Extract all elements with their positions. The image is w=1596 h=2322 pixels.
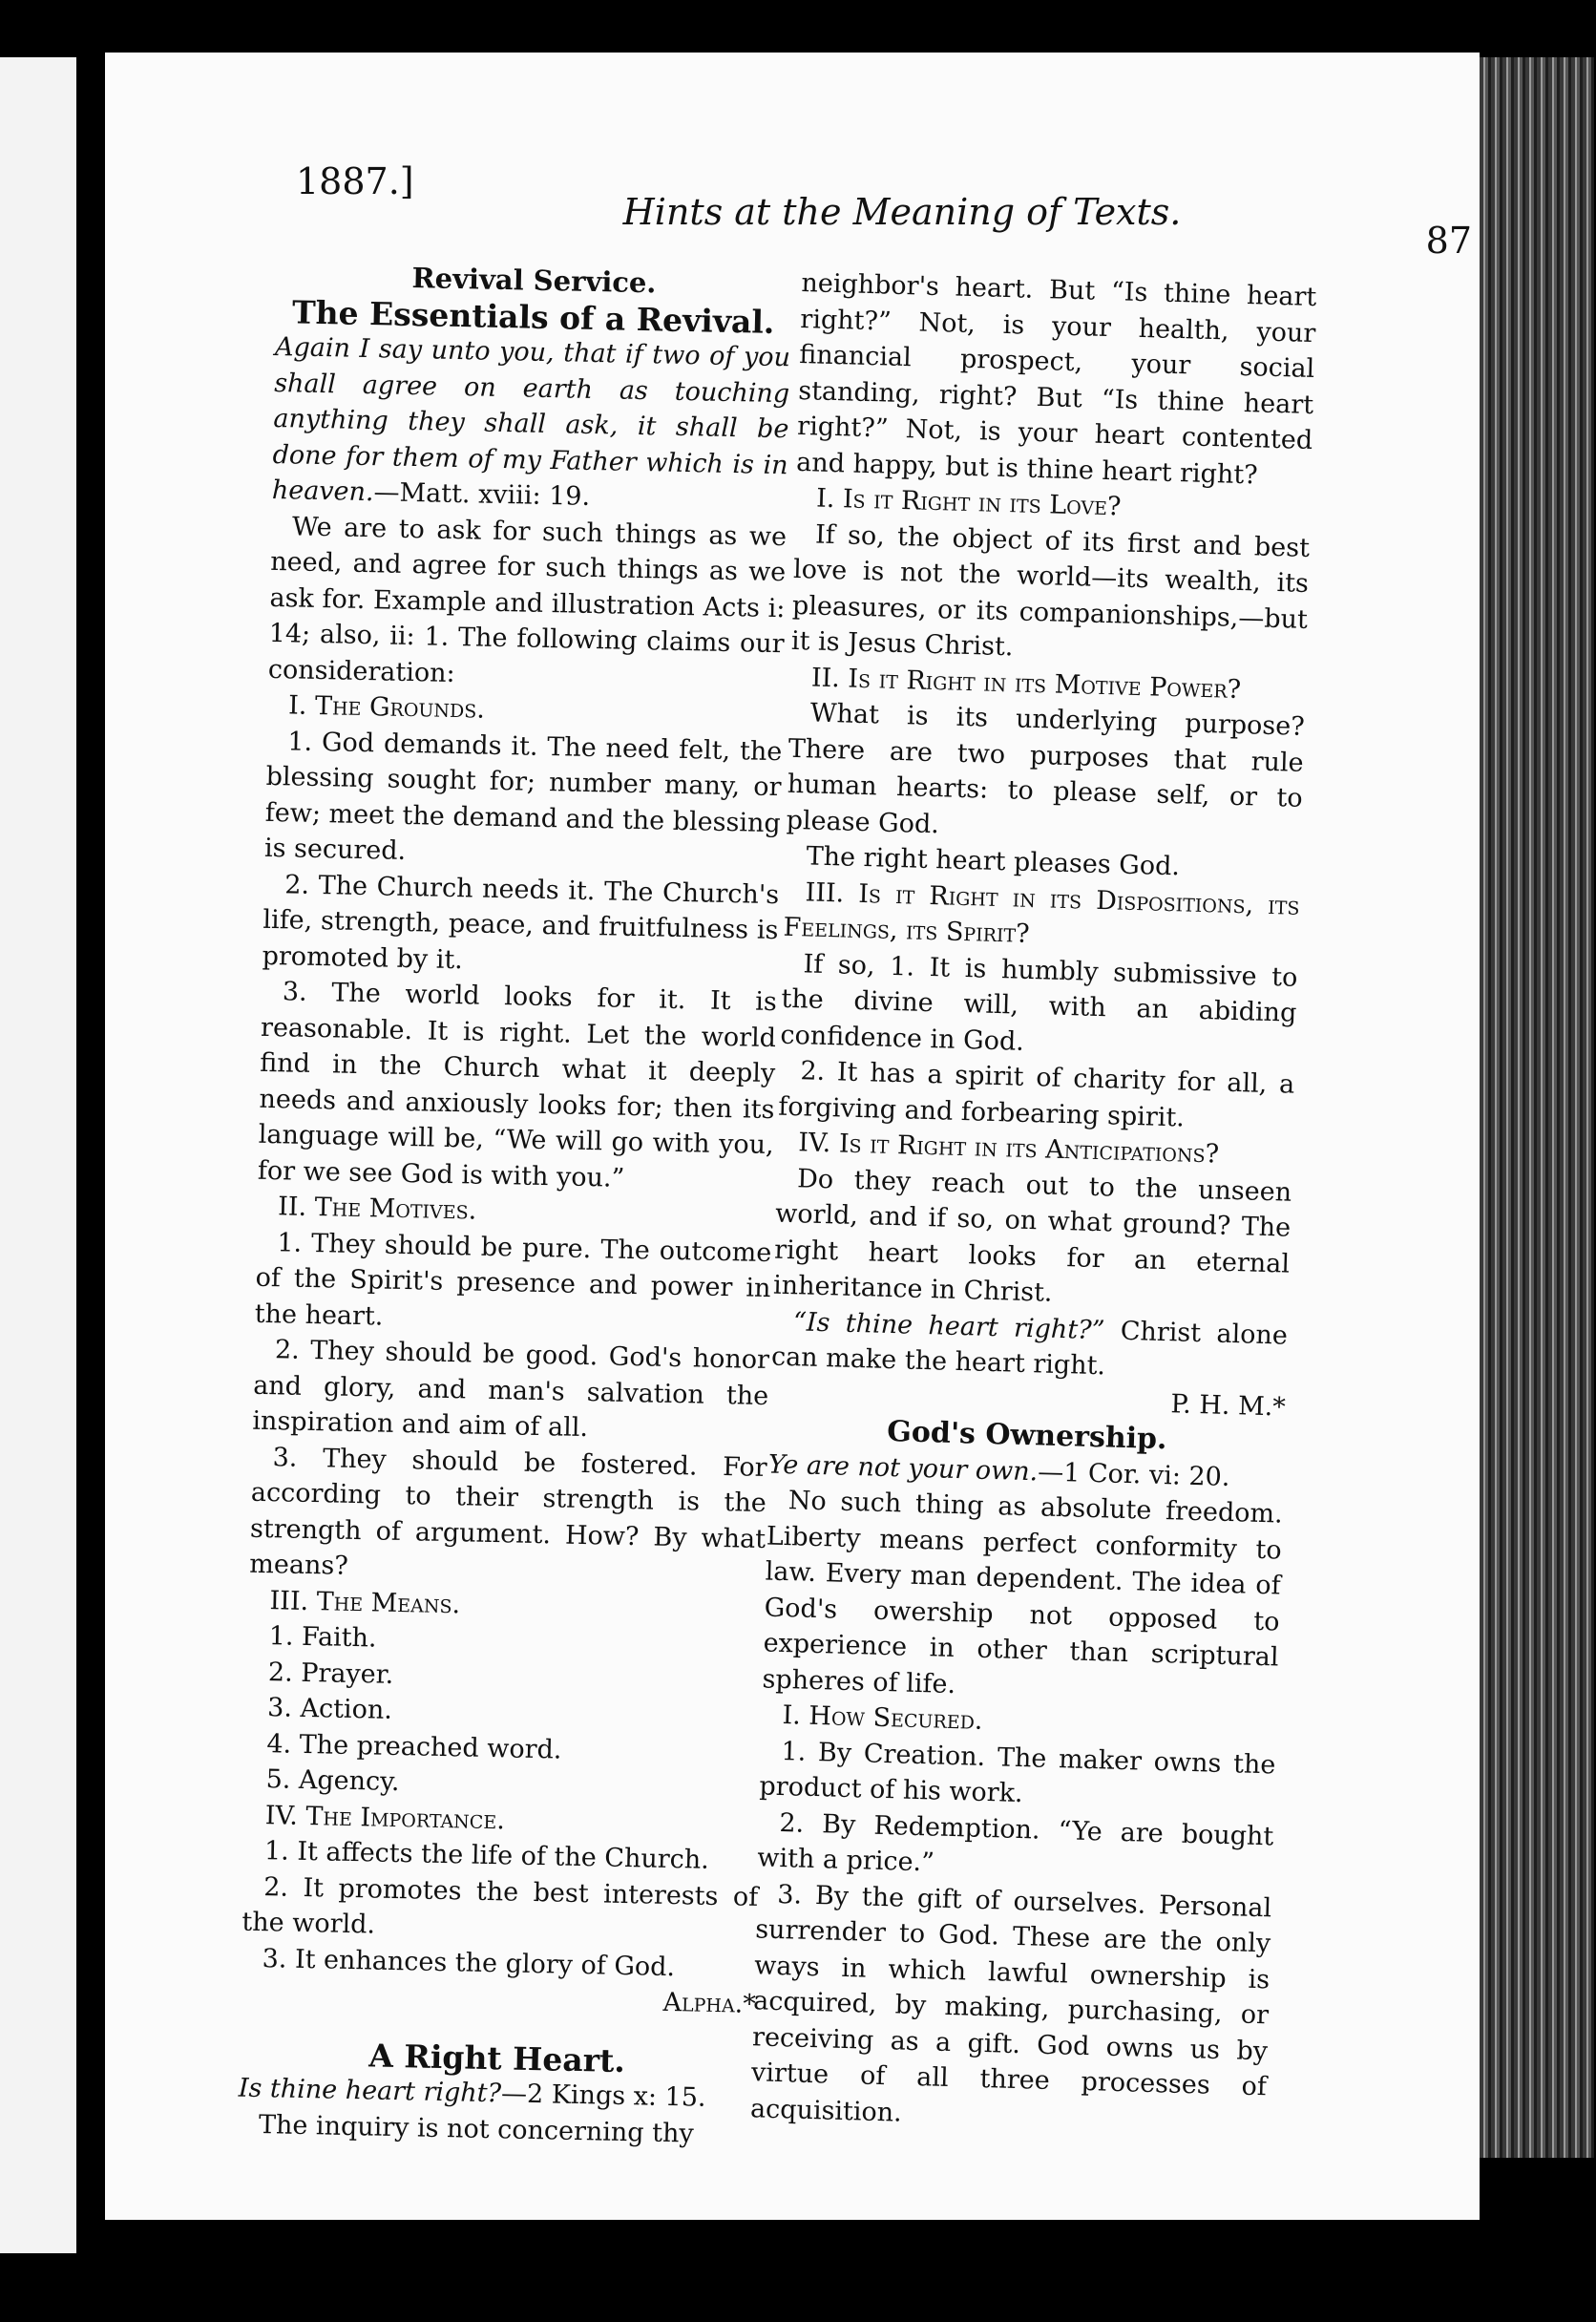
signature-alpha: Alpha.* <box>662 1987 757 2019</box>
closing-rest: Christ alone can make the heart right. <box>770 1315 1289 1382</box>
secured-point-3: 3. By the gift of ourselves. Personal surrender to God. These are the only ways in which lawful ownership is acquired, by making, purchasing, or receiving as a gift. God owns us by virtue of all three processes of acquisition. <box>749 1879 1272 2128</box>
article-title: The Essentials of a Revival. <box>291 292 775 341</box>
motive-power-heading: II. Is it Right in its Motive Power? <box>810 662 1242 705</box>
closing-quote: “Is thine heart right?” <box>792 1306 1105 1345</box>
right-heart-start: The inquiry is not concerning thy <box>258 2109 695 2149</box>
importance-point-2: 2. It promotes the best interests of the world. <box>242 1871 759 1940</box>
secured-heading: I. How Secured. <box>782 1700 983 1736</box>
ownership-ref: —1 Cor. vi: 20. <box>1037 1456 1230 1492</box>
anticipations-heading: IV. Is it Right in its Anticipations? <box>797 1128 1220 1170</box>
scripture-quote: Again I say unto you, that if two of you shall agree on earth as touching anything they shall ask, it shall be done for them of my Father which is in heaven. <box>271 331 791 508</box>
facing-page-margin <box>0 57 76 2253</box>
grounds-point-1: 1. God demands it. The need felt, the blessing sought for; number many, or few; meet the demand and the blessing is secured. <box>263 726 783 866</box>
running-header <box>191 143 1472 262</box>
importance-point-3: 3. It enhances the glory of God. <box>262 1943 676 1982</box>
means-item: 2. Prayer. <box>267 1657 394 1690</box>
motives-point-3: 3. They should be fostered. For according to their strength is the strength of argument. How? By what means? <box>249 1442 767 1581</box>
motive-power-text-2: The right heart pleases God. <box>806 841 1181 882</box>
ownership-intro: No such thing as absolute freedom. Liberty means perfect conformity to law. Every man dependent. The idea of God's owership not opposed to experience in other than scriptural spheres of life. <box>762 1486 1284 1699</box>
right-column <box>750 265 1317 2141</box>
header-title: Hints at the Meaning of Texts. <box>622 191 1182 233</box>
means-item: 1. Faith. <box>268 1621 377 1654</box>
page-number: 87 <box>1425 220 1472 262</box>
importance-heading: IV. The Importance. <box>264 1800 506 1835</box>
means-heading: III. The Means. <box>269 1585 461 1619</box>
secured-point-2: 2. By Redemption. “Ye are bought with a price.” <box>756 1807 1274 1878</box>
motives-point-1: 1. They should be pure. The outcome of the Spirit's presence and power in the heart. <box>254 1227 772 1332</box>
dispositions-point-2: 2. It has a spirit of charity for all, a forgiving and forbearing spirit. <box>777 1056 1295 1133</box>
intro-paragraph: We are to ask for such things as we need, and agree for such things as we ask for. Example and illustration Acts i: 14; also, ii: 1. The following claims our consideration: <box>267 511 788 688</box>
section-heading: Revival Service. <box>411 261 657 300</box>
motives-heading: II. The Motives. <box>277 1192 477 1226</box>
page-edges <box>1480 57 1594 2158</box>
means-item: 5. Agency. <box>265 1764 400 1798</box>
love-heading: I. Is it Right in its Love? <box>815 483 1122 522</box>
love-text: If so, the object of its first and best love is not the world—its wealth, its pleasures, or its companionships,—but it is Jesus Christ. <box>790 519 1311 663</box>
means-item: 4. The preached word. <box>266 1728 562 1765</box>
dispositions-point-1: If so, 1. It is humbly submissive to the divine will, with an abiding confidence in God. <box>780 948 1298 1057</box>
grounds-heading: I. The Grounds. <box>287 690 486 725</box>
continuation-paragraph: neighbor's heart. But “Is thine heart right?” Not, is your health, your financial prospect, your social standing, right? But “Is thine heart right?” Not, is your heart contented and happy, but is thine heart right? <box>795 267 1317 490</box>
motives-point-2: 2. They should be good. God's honor and glory, and man's salvation the inspiration and aim of all. <box>252 1335 770 1444</box>
right-heart-quote: Is thine heart right? <box>238 2073 502 2109</box>
closing-paragraph <box>771 1303 1289 1389</box>
importance-point-1: 1. It affects the life of the Church. <box>263 1836 710 1875</box>
anticipations-text: Do they reach out to the unseen world, and if so, on what ground? The right heart looks for an eternal inheritance in Christ. <box>772 1163 1292 1308</box>
left-column <box>238 258 792 2153</box>
right-heart-ref: —2 Kings x: 15. <box>500 2079 706 2113</box>
header-year: 1887.] <box>296 160 414 202</box>
signature-phm: P. H. M.* <box>1170 1388 1287 1423</box>
ownership-title: God's Ownership. <box>886 1414 1167 1457</box>
motive-power-text: What is its underlying purpose? There are two purposes that rule human hearts: to please self, or to please God. <box>786 698 1306 839</box>
means-item: 3. Action. <box>266 1693 393 1725</box>
secured-point-1: 1. By Creation. The maker owns the product of his work. <box>759 1736 1276 1809</box>
ownership-quote: Ye are not your own. <box>767 1449 1039 1487</box>
right-heart-title: A Right Heart. <box>368 2036 626 2079</box>
scripture-ref: —Matt. xviii: 19. <box>373 477 591 512</box>
scripture-text <box>272 329 791 519</box>
grounds-point-3: 3. The world looks for it. It is reasonable. It is right. Let the world find in the Church what it deeply needs and anxiously looks for; then its language will be, “We will go with you, for we see God is with you.” <box>257 977 778 1193</box>
dispositions-heading: III. Is it Right in its Dispositions, its Feelings, its Spirit? <box>783 876 1300 949</box>
grounds-point-2: 2. The Church needs it. The Church's life, strength, peace, and fruitfulness is promoted by it. <box>262 869 780 975</box>
